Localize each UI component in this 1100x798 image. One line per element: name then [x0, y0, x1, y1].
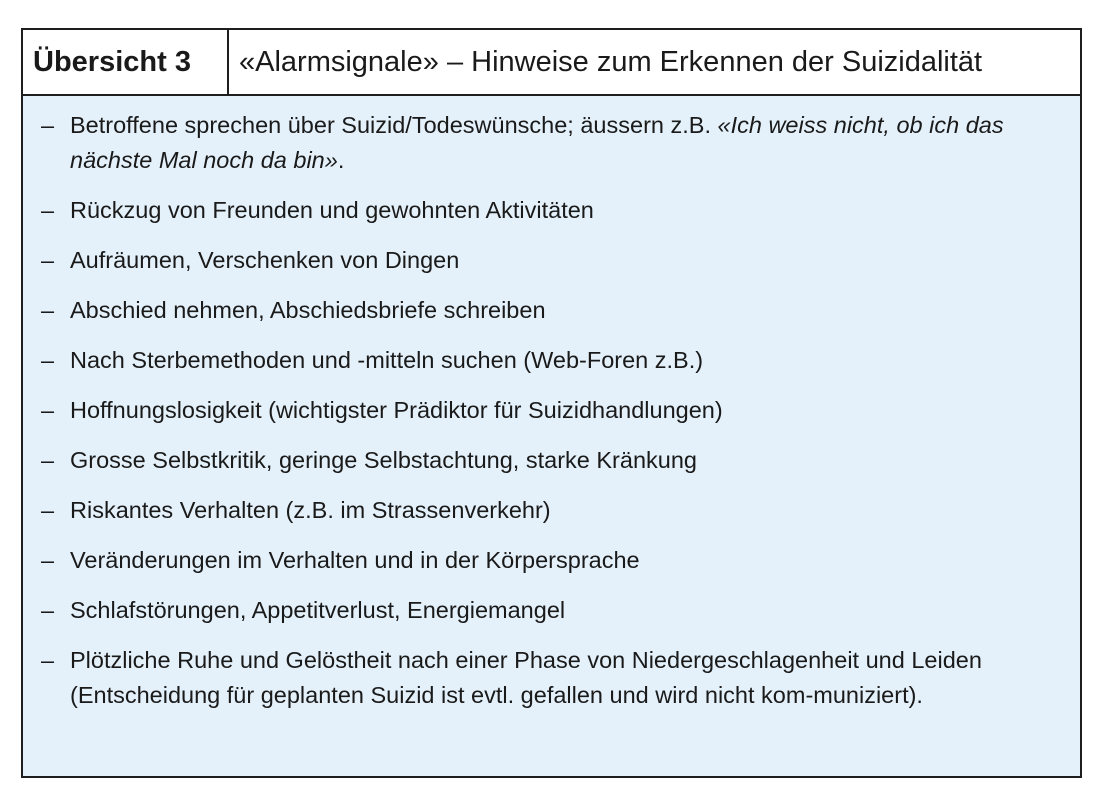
- list-dash: –: [41, 547, 55, 573]
- list-item: [41, 493, 1060, 528]
- list-dash: –: [41, 197, 55, 223]
- list-dash: –: [41, 297, 55, 323]
- list-item-text: Abschied nehmen, Abschiedsbriefe schreiben: [70, 297, 546, 323]
- overview-content: [23, 96, 1080, 776]
- list-dash: –: [41, 112, 55, 138]
- list-item-text: Aufräumen, Verschenken von Dingen: [70, 247, 460, 273]
- list-item-quote: «Ich weiss nicht, ob ich das nächste Mal noch da bin»: [70, 112, 1004, 173]
- list-item: [41, 343, 1060, 378]
- list-item-text: Riskantes Verhalten (z.B. im Strassenverkehr): [70, 497, 551, 523]
- overview-header: [23, 30, 1080, 96]
- list-dash: –: [41, 397, 55, 423]
- list-item-text: Rückzug von Freunden und gewohnten Aktivitäten: [70, 197, 594, 223]
- list-item: [41, 643, 1060, 713]
- list-item: [41, 543, 1060, 578]
- list-item-text: Betroffene sprechen über Suizid/Todeswünsche; äussern z.B.: [70, 112, 718, 138]
- list-item-text: Grosse Selbstkritik, geringe Selbstachtung, starke Kränkung: [70, 447, 697, 473]
- overview-title: «Alarmsignale» – Hinweise zum Erkennen der Suizidalität: [239, 45, 983, 78]
- list-dash: –: [41, 247, 55, 273]
- list-dash: –: [41, 647, 55, 673]
- list-dash: –: [41, 347, 55, 373]
- list-item-text: Plötzliche Ruhe und Gelöstheit nach einer Phase von Niedergeschlagenheit und Leiden (Entscheidung für geplanten Suizid ist evtl. gefallen und wird nicht kom-muniziert).: [70, 647, 982, 708]
- list-item-text: Schlafstörungen, Appetitverlust, Energiemangel: [70, 597, 566, 623]
- list-item-text: Veränderungen im Verhalten und in der Körpersprache: [70, 547, 640, 573]
- list-dash: –: [41, 447, 55, 473]
- list-item: [41, 193, 1060, 228]
- list-item: [41, 393, 1060, 428]
- overview-label: Übersicht 3: [23, 30, 229, 94]
- list-item-text: Hoffnungslosigkeit (wichtigster Prädiktor für Suizidhandlungen): [70, 397, 723, 423]
- list-item: [41, 108, 1060, 178]
- list-item: [41, 593, 1060, 628]
- list-dash: –: [41, 597, 55, 623]
- list-item: [41, 443, 1060, 478]
- list-item-after: .: [337, 147, 345, 173]
- list-item: [41, 243, 1060, 278]
- list-item: [41, 293, 1060, 328]
- overview-box: [21, 28, 1082, 778]
- list-dash: –: [41, 497, 55, 523]
- list-item-text: Nach Sterbemethoden und -mitteln suchen (Web-Foren z.B.): [70, 347, 704, 373]
- warning-signs-list: [41, 108, 1060, 713]
